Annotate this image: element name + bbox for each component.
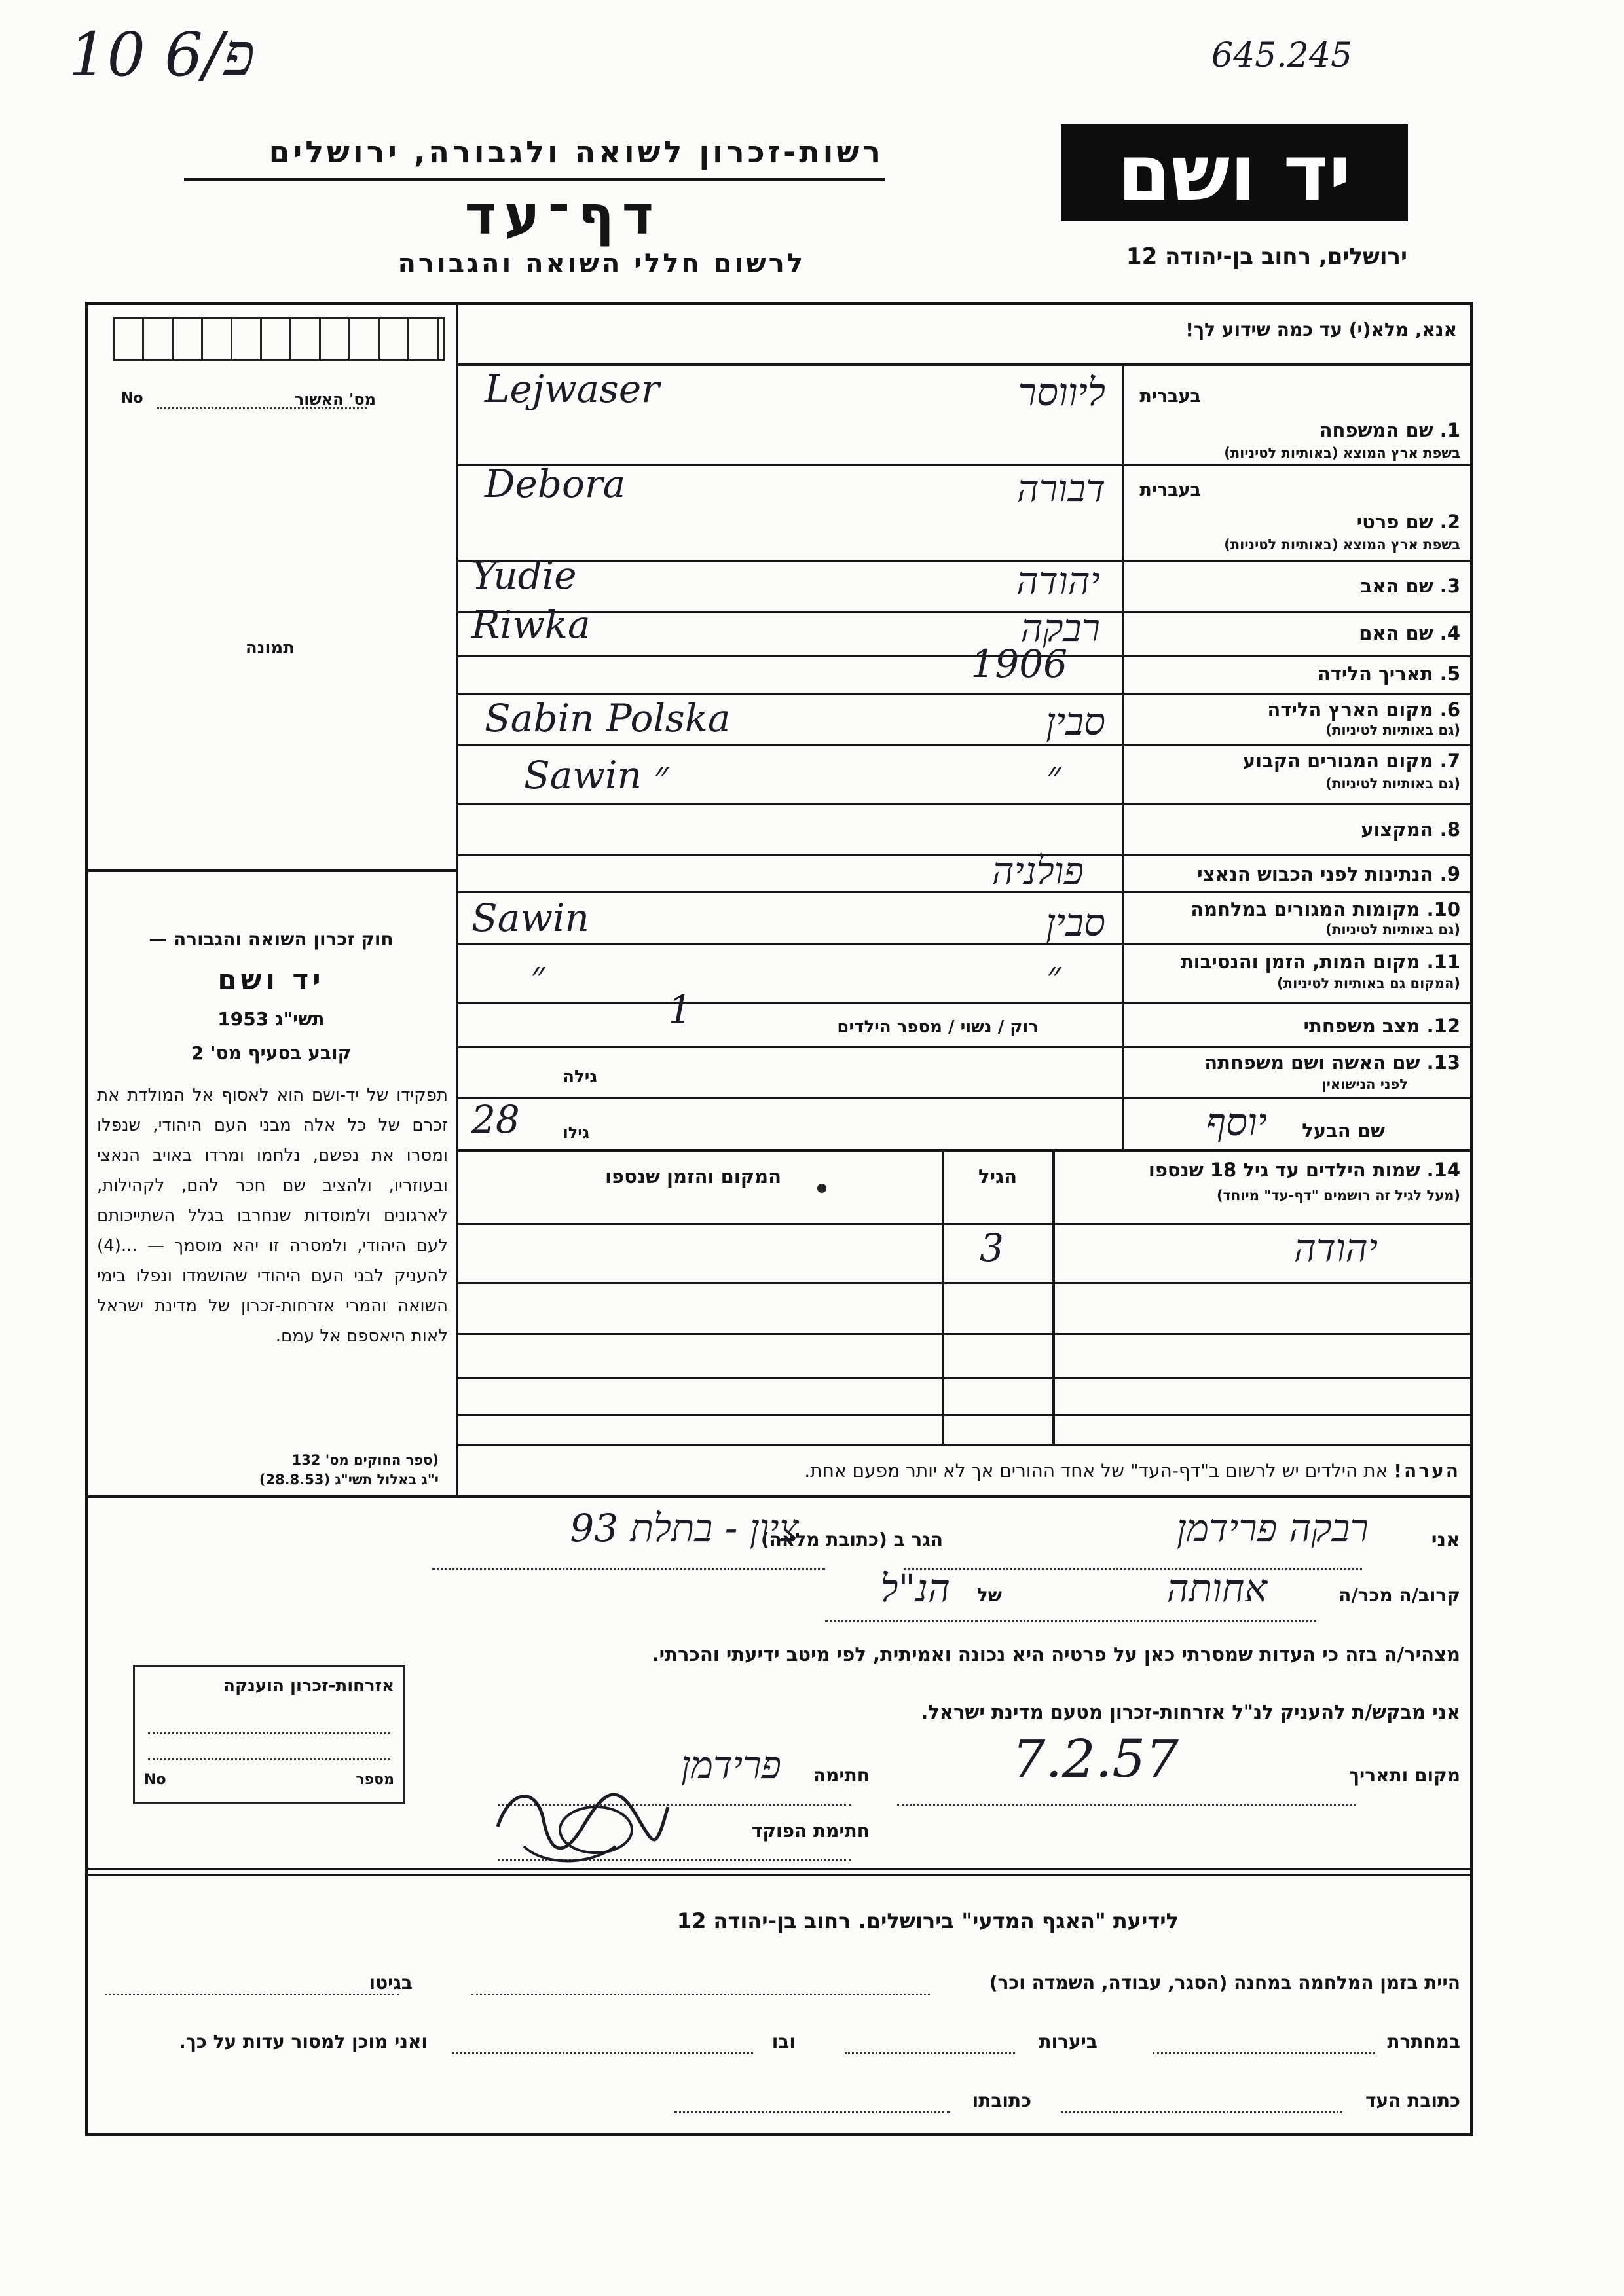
children-age-header: הגיל: [978, 1165, 1017, 1188]
husband-name-value[interactable]: יוסף: [1206, 1100, 1267, 1144]
birthplace-hebrew[interactable]: סבין: [1046, 699, 1105, 744]
family-name-latin[interactable]: Lejwaser: [485, 367, 659, 411]
row-line: [457, 560, 1473, 562]
photo-divider: [85, 869, 457, 872]
father-name-label: 3. שם האב: [1360, 575, 1460, 597]
nationality-label: 9. הנתינות לפני הכבוש הנאצי: [1197, 863, 1460, 885]
authority-title: רשות-זכרון לשואה ולגבורה, ירושלים: [268, 134, 884, 170]
officer-signature-label: חתימת הפוקד: [751, 1820, 870, 1842]
approval-label: מס' האשור: [294, 390, 376, 409]
law-name: יד ושם: [217, 964, 325, 996]
underground-label: במחתרת: [1387, 2031, 1460, 2052]
declarant-address-line: [432, 1568, 825, 1570]
child-age-value[interactable]: 3: [980, 1226, 1004, 1270]
row-line: [457, 891, 1473, 893]
row-line: [457, 1002, 1473, 1004]
death-place-sublabel: (המקום גם באותיות לטיניות): [1277, 975, 1460, 991]
place-date-line: [897, 1804, 1356, 1806]
father-name-latin[interactable]: Yudie: [471, 553, 577, 598]
bottom-divider: [85, 1868, 1473, 1870]
mother-name-latin[interactable]: Riwka: [471, 602, 591, 647]
granted-number-label: מספר: [356, 1772, 394, 1788]
row-line: [457, 1282, 1473, 1284]
declarant-name-value[interactable]: רבקה פרידמן: [1176, 1506, 1369, 1550]
approval-no-label: No: [121, 390, 143, 407]
first-name-sublabel: בשפת ארץ המוצא (באותיות לטיניות): [1224, 537, 1460, 553]
declarant-label: אני: [1431, 1529, 1460, 1552]
law-citation: (ספר החוקים מס' 132: [291, 1452, 439, 1468]
camp-line[interactable]: [471, 1994, 930, 1995]
marital-options[interactable]: רוק / נשוי / מספר הילדים: [837, 1017, 1039, 1037]
research-dept-notice: לידיעת "האגף המדעי" בירושלים. רחוב בן-יהודה 12: [676, 1908, 1179, 1933]
row-line: [457, 1333, 1473, 1335]
birth-date-label: 5. תאריך הלידה: [1317, 663, 1460, 685]
children-note: [804, 1460, 1460, 1482]
children-column-divider: [1052, 1149, 1055, 1444]
header-address: ירושלים, רחוב בן-יהודה 12: [1126, 244, 1407, 270]
birthplace-label: 6. מקום הארץ הלידה: [1267, 699, 1460, 721]
family-name-hebrew[interactable]: ליווסר: [1018, 370, 1105, 414]
law-year: תשי"ג 1953: [217, 1008, 325, 1030]
row-line: [457, 1377, 1473, 1379]
row-line: [457, 1444, 1473, 1446]
first-name-latin[interactable]: Debora: [485, 462, 626, 506]
wartime-residence-hebrew[interactable]: סבין: [1046, 900, 1105, 945]
underground-line[interactable]: [1153, 2052, 1375, 2054]
yad-vashem-logo: יד ושם: [1061, 124, 1408, 221]
child-name-value[interactable]: יהודה: [1294, 1226, 1378, 1270]
camp-label: היית בזמן המלחמה במחנה (הסגר, עבודה, השמדה וכר): [989, 1972, 1460, 1994]
approval-digit-boxes: [113, 317, 445, 361]
section-divider: [85, 1495, 1473, 1498]
husband-name-label: שם הבעל: [1302, 1120, 1385, 1142]
children-subheader: (מעל לגיל זה רושמים "דף-עד" מיוחד): [1216, 1188, 1460, 1203]
approval-number-line[interactable]: [157, 407, 367, 409]
profession-label: 8. המקצוע: [1361, 818, 1460, 841]
testimony-label: ואני מוכן למסור עדות על כך.: [179, 2031, 428, 2052]
death-place-hebrew[interactable]: ״: [1046, 953, 1061, 997]
declarant-name-line: [904, 1568, 1362, 1570]
declaration-statement: מצהיר/ה בזה כי העדות שמסרתי כאן על פרטיה היא נכונה ואמיתית, לפי מיטב ידיעתי והכרתי.: [652, 1643, 1460, 1666]
row-line: [457, 1046, 1473, 1048]
forests-line[interactable]: [845, 2052, 1015, 2054]
officer-signature-scrawl: [485, 1768, 681, 1872]
row-line: [457, 1223, 1473, 1225]
husband-age-value[interactable]: 28: [471, 1097, 520, 1142]
signature-label: חתימה: [813, 1764, 870, 1786]
place-date-label: מקום ותאריך: [1348, 1764, 1460, 1786]
law-citation-date: י"ג באלול תשי"ג (28.8.53): [259, 1472, 439, 1487]
residence-hebrew[interactable]: ״: [1046, 753, 1061, 797]
declarant-address-label: הגר ב (כתובת מלאה): [760, 1529, 943, 1550]
nationality-value[interactable]: פולניה: [991, 848, 1084, 893]
birthplace-latin[interactable]: Sabin Polska: [485, 696, 731, 740]
wife-age-label: גילה: [563, 1067, 597, 1087]
his-address-line[interactable]: [674, 2111, 950, 2113]
granted-box-title: אזרחות-זכרון הוענקה: [223, 1676, 394, 1696]
first-name-label: 2. שם פרטי: [1356, 511, 1460, 533]
family-name-sublabel: בשפת ארץ המוצא (באותיות לטיניות): [1224, 445, 1460, 461]
note-label: הערה!: [1393, 1460, 1460, 1482]
declarant-address-value[interactable]: ציון - בתלת 93: [570, 1506, 799, 1550]
ghetto-line[interactable]: [105, 1994, 399, 1995]
granted-line: [148, 1732, 390, 1734]
row-line: [457, 744, 1473, 746]
law-clause: קובע בסעיף מס' 2: [191, 1042, 352, 1064]
father-name-hebrew[interactable]: יהודה: [1016, 558, 1100, 603]
marital-status-label: 12. מצב משפחתי: [1303, 1015, 1460, 1037]
archive-number: 645.245: [1211, 36, 1353, 75]
hebrew-label: בעברית: [1139, 480, 1201, 500]
photo-label: תמונה: [245, 638, 295, 658]
granted-no-label: No: [144, 1772, 166, 1788]
law-text: תפקידו של יד-ושם הוא לאסוף אל המולדת את זכרם של כל אלה מבני העם היהודי, שנפלו ומסרו את נפשם, נלחמו ומרדו באויב הנאצי ובעוזריו, ולהציב שם חכר להם, לקהילות, לארגונים ולמוסדות שנחרבו בגלל השתייכותם לעם היהודי, ולמסרה זו יהא מוסמך — ...(4) להעניק לבני העם היהודי שהושמדו ונפלו בימי השואה והמרי אזרחות-זכרון של מדינת ישראל לאות היאספם אל עמם.: [97, 1085, 448, 1346]
row-line: [457, 943, 1473, 945]
first-name-hebrew[interactable]: דבורה: [1016, 466, 1105, 511]
relation-label: קרוב/ה מכר/ה: [1338, 1584, 1460, 1606]
granted-line: [148, 1758, 390, 1760]
witness-address-label: כתובת העד: [1365, 2090, 1460, 2111]
row-line: [457, 803, 1473, 805]
birth-date-value[interactable]: 1906: [970, 642, 1067, 686]
witness-address-line[interactable]: [1061, 2111, 1342, 2113]
date-value[interactable]: 7.2.57: [1012, 1728, 1179, 1789]
death-place-label: 11. מקום המות, הזמן והנסיבות: [1180, 951, 1460, 973]
left-column-divider: [456, 302, 458, 1495]
bullet-mark: [817, 1184, 826, 1193]
family-name-label: 1. שם המשפחה: [1319, 419, 1460, 441]
birthplace-sublabel: (גם באותיות לטיניות): [1325, 722, 1460, 738]
row-line: [457, 693, 1473, 695]
children-header: 14. שמות הילדים עד גיל 18 שנספו: [1148, 1159, 1460, 1181]
form-instruction: אנא, מלא(י) עד כמה שידוע לך!: [1185, 319, 1457, 340]
row-line: [457, 363, 1473, 366]
forests-label: ביערות: [1039, 2031, 1098, 2052]
signature-value[interactable]: פרידמן: [680, 1743, 781, 1787]
row-line: [457, 1149, 1473, 1152]
row-line: [457, 611, 1473, 613]
residence-sublabel: (גם באותיות לטיניות): [1325, 776, 1460, 792]
label-column-divider: [1122, 363, 1124, 1149]
row-line: [457, 854, 1473, 856]
mother-name-hebrew[interactable]: רבקה: [1020, 606, 1100, 650]
law-title: חוק זכרון השואה והגבורה —: [149, 928, 394, 950]
citizenship-request: אני מבקש/ת להעניק לנ"ל אזרחות-זכרון מטעם מדינת ישראל.: [921, 1701, 1460, 1723]
children-place-header: המקום והזמן שנספו: [605, 1165, 781, 1188]
note-text: את הילדים יש לרשום ב"דף-העד" של אחד ההורים אך לא יותר מפעם אחת.: [804, 1460, 1388, 1482]
wartime-residence-latin[interactable]: Sawin: [471, 896, 589, 940]
bottom-divider: [85, 1874, 1473, 1876]
and-label: ובו: [771, 2031, 796, 2052]
wartime-residence-label: 10. מקומות המגורים במלחמה: [1190, 898, 1460, 920]
form-subtitle: לרשום חללי השואה והגבורה: [397, 249, 805, 279]
death-place-latin[interactable]: ״: [530, 953, 545, 997]
row-line: [457, 1097, 1473, 1099]
row-line: [457, 1414, 1473, 1416]
authority-underline: [184, 178, 885, 181]
relation-value[interactable]: אחותה: [1166, 1566, 1267, 1611]
children-count-value[interactable]: 1: [668, 987, 692, 1032]
mother-name-label: 4. שם האם: [1359, 622, 1460, 644]
ghetto-label: בגיטו: [369, 1972, 413, 1994]
file-note: 10 6/פ: [69, 20, 255, 90]
of-line: [825, 1620, 982, 1622]
row-line: [457, 655, 1473, 657]
relation-line: [976, 1620, 1316, 1622]
of-label: של: [976, 1584, 1002, 1606]
residence-latin[interactable]: Sawin ״: [524, 753, 669, 797]
residence-label: 7. מקום המגורים הקבוע: [1242, 750, 1460, 772]
of-value[interactable]: הנ"ל: [880, 1566, 950, 1611]
form-title: דף־עד: [464, 185, 661, 247]
husband-age-label: גילו: [563, 1123, 589, 1142]
wife-maiden-name-sublabel: לפני הנישואין: [1321, 1076, 1408, 1092]
his-address-label: כתובתו: [972, 2090, 1031, 2111]
wife-maiden-name-label: 13. שם האשה ושם משפחתה: [1204, 1051, 1460, 1074]
memorial-citizenship-box: [133, 1665, 405, 1804]
and-line[interactable]: [452, 2052, 753, 2054]
children-column-divider: [942, 1149, 944, 1444]
hebrew-label: בעברית: [1139, 386, 1201, 407]
wartime-residence-sublabel: (גם באותיות לטיניות): [1325, 922, 1460, 938]
